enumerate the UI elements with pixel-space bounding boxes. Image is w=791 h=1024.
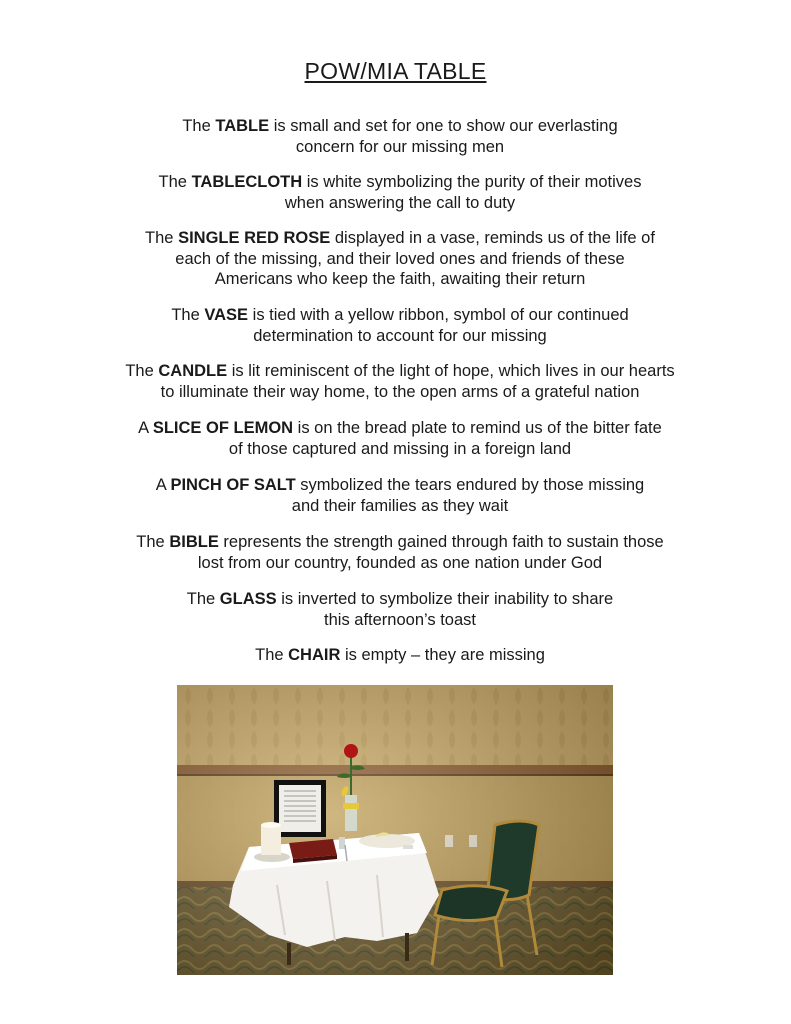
para-line: Americans who keep the faith, awaiting their return — [214, 270, 586, 288]
para-prefix: A — [138, 419, 153, 437]
pow-mia-table-photo — [177, 685, 613, 975]
paragraph-glass — [60, 589, 740, 630]
paragraph-salt — [60, 475, 740, 516]
para-line: displayed in a vase, reminds us of the life of — [330, 229, 655, 247]
para-prefix: The — [171, 306, 205, 324]
para-prefix: The — [145, 229, 179, 247]
red-rose — [344, 744, 358, 758]
para-prefix: The — [182, 117, 216, 135]
para-line: is empty – they are missing — [340, 646, 545, 664]
bible — [289, 839, 337, 863]
paragraph-chair — [60, 645, 740, 666]
para-prefix: The — [255, 646, 289, 664]
page-title: POW/MIA TABLE — [304, 58, 487, 84]
para-keyword: SLICE OF LEMON — [152, 419, 294, 437]
para-line: symbolized the tears endured by those missing — [295, 476, 645, 494]
para-prefix: A — [155, 476, 171, 494]
para-keyword: GLASS — [219, 590, 277, 608]
para-prefix: The — [186, 590, 220, 608]
paragraph-table — [60, 116, 740, 157]
para-prefix: The — [158, 173, 192, 191]
paragraph-lemon — [60, 418, 740, 459]
paragraph-candle — [60, 361, 740, 402]
para-line: when answering the call to duty — [284, 193, 516, 212]
para-line: is tied with a yellow ribbon, symbol of our continued — [248, 306, 629, 324]
para-line: represents the strength gained through faith to sustain those — [218, 533, 664, 551]
para-line: is white symbolizing the purity of their motives — [302, 173, 642, 191]
yellow-ribbon — [343, 803, 359, 809]
para-line: of those captured and missing in a foreign land — [228, 439, 572, 458]
para-line: and their families as they wait — [291, 496, 509, 515]
para-keyword: TABLECLOTH — [191, 173, 303, 191]
para-keyword: TABLE — [215, 117, 270, 135]
para-prefix: The — [125, 362, 159, 380]
para-line: determination to account for our missing — [253, 326, 547, 345]
para-line: is small and set for one to show our everlasting — [269, 117, 618, 135]
para-line: is on the bread plate to remind us of the bitter fate — [293, 419, 662, 437]
para-keyword: BIBLE — [169, 533, 219, 551]
para-line: is lit reminiscent of the light of hope, which lives in our hearts — [227, 362, 675, 380]
paragraph-bible — [60, 532, 740, 573]
para-line: this afternoon’s toast — [324, 610, 476, 629]
para-keyword: SINGLE RED ROSE — [178, 229, 331, 247]
para-keyword: CHAIR — [288, 646, 341, 664]
para-keyword: PINCH OF SALT — [170, 476, 296, 494]
para-keyword: CANDLE — [158, 362, 228, 380]
para-line: concern for our missing men — [295, 137, 505, 156]
paragraph-tablecloth — [60, 172, 740, 213]
para-line: is inverted to symbolize their inability to share — [276, 590, 614, 608]
para-line: to illuminate their way home, to the open arms of a grateful nation — [160, 382, 640, 401]
inverted-glass — [339, 837, 345, 849]
paragraph-vase — [60, 305, 740, 346]
para-line: each of the missing, and their loved ones and friends of these — [175, 249, 625, 268]
para-line: lost from our country, founded as one nation under God — [197, 553, 603, 572]
para-keyword: VASE — [204, 306, 249, 324]
para-prefix: The — [136, 533, 170, 551]
paragraph-rose — [60, 228, 740, 290]
